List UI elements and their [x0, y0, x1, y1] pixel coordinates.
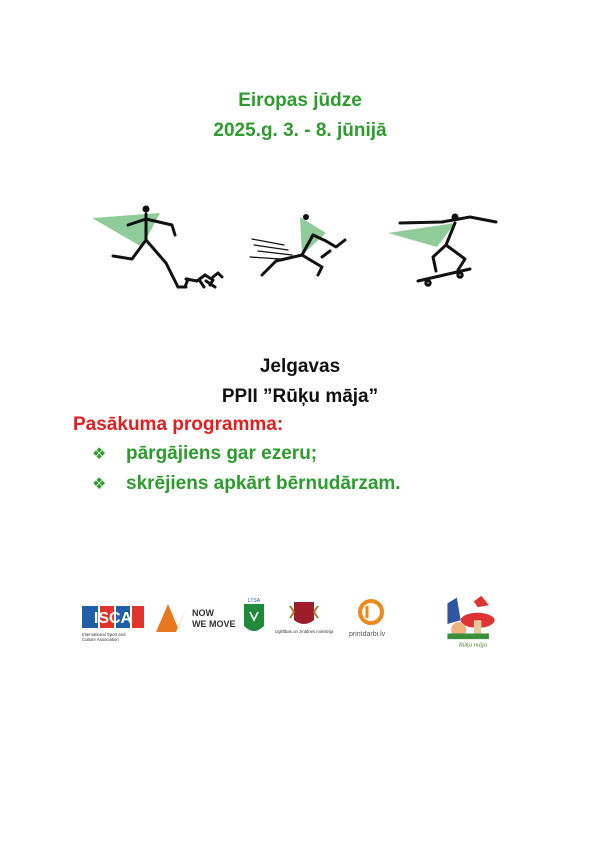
organizer-city: Jelgavas — [259, 356, 341, 377]
program-list — [92, 443, 401, 503]
organizer-name: PPII ”Rūķu māja” — [221, 386, 379, 407]
ruku-maja-logo — [438, 592, 504, 658]
svg-text:NOW: NOW — [192, 608, 214, 618]
runner-with-dog-icon — [92, 206, 222, 288]
svg-text:International Sport and: International Sport and — [82, 632, 126, 637]
now-we-move-logo — [152, 592, 236, 658]
diamond-bullet-icon: ❖ — [92, 444, 107, 463]
svg-text:LTSA: LTSA — [247, 598, 261, 604]
svg-text:WE MOVE: WE MOVE — [192, 619, 236, 629]
svg-text:Culture Association: Culture Association — [82, 637, 119, 642]
figures-illustration — [0, 195, 600, 305]
program-heading: Pasākuma programma: — [73, 414, 284, 435]
svg-text:ISCA: ISCA — [93, 610, 133, 627]
skateboarder-icon — [388, 214, 496, 286]
printdarbi-logo — [345, 592, 403, 658]
svg-text:Rūķu māja: Rūķu māja — [458, 641, 488, 649]
sponsor-logos — [0, 592, 600, 662]
event-dates: 2025.g. 3. - 8. jūnijā — [213, 120, 387, 141]
jelgava-crest-logo — [240, 592, 268, 658]
list-item — [92, 443, 401, 473]
list-item — [92, 473, 401, 503]
program-item-text: skrējiens apkārt bērnudārzam. — [126, 473, 401, 494]
svg-text:Izglītības un zinātnes ministr: Izglītības un zinātnes ministrija — [274, 629, 334, 634]
svg-text:printdarbi.lv: printdarbi.lv — [349, 631, 386, 638]
program-item-text: pārgājiens gar ezeru; — [126, 443, 318, 464]
ministry-crest-logo — [274, 592, 334, 658]
sprinter-icon — [250, 214, 345, 275]
isca-logo — [80, 592, 146, 658]
event-title: Eiropas jūdze — [238, 90, 362, 111]
diamond-bullet-icon: ❖ — [92, 474, 107, 493]
